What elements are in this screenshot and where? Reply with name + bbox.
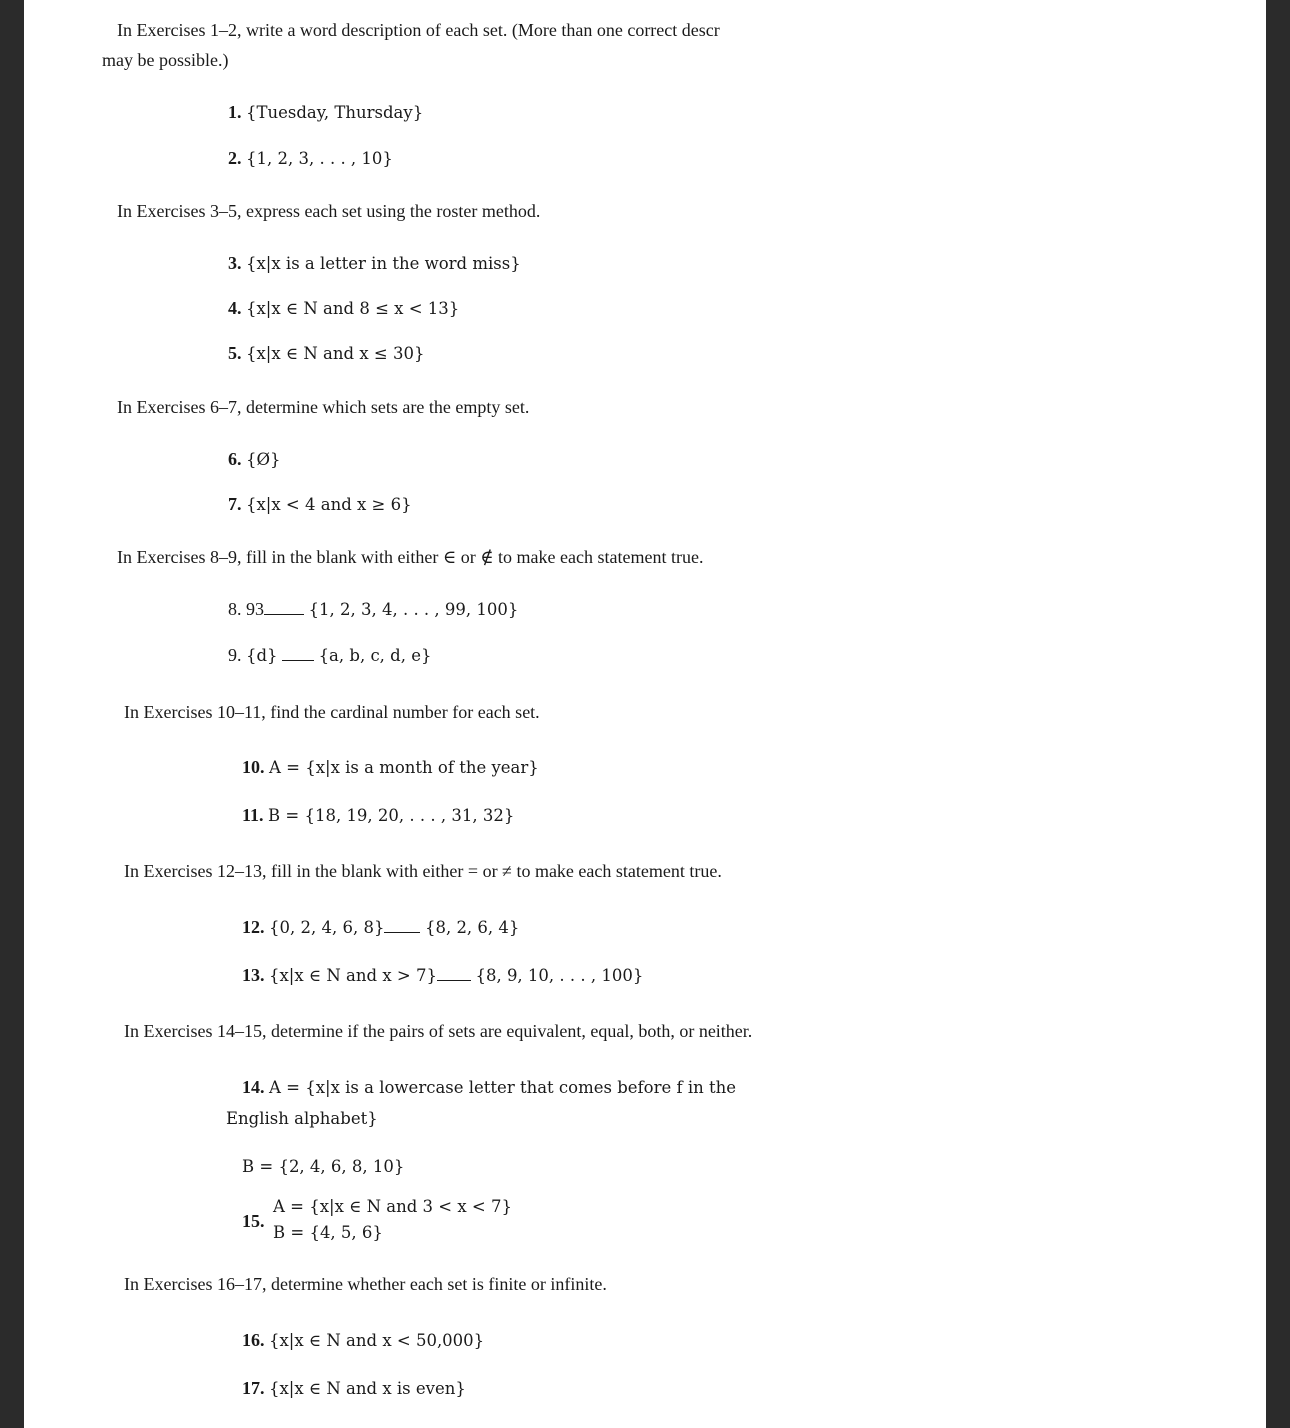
exercise-number: 2. [228, 148, 242, 168]
exercise-set: {x|x < 4 and x ≥ 6} [246, 495, 412, 514]
exercise-1 [228, 101, 423, 124]
exercise-2 [228, 147, 393, 170]
exercise-7 [228, 493, 412, 516]
exercise-right: {a, b, c, d, e} [318, 646, 432, 665]
exercise-number: 11. [242, 805, 264, 825]
section-heading: In Exercises 10–11, find the cardinal number for each set. [124, 702, 540, 722]
exercise-set: {x|x ∈ N and x < 50,000} [269, 1331, 485, 1350]
exercise-right: {1, 2, 3, 4, . . . , 99, 100} [308, 600, 519, 619]
exercise-right: {8, 2, 6, 4} [424, 918, 520, 937]
answer-blank [264, 600, 304, 615]
exercise-set-line1: A = {x|x is a lowercase letter that comes before f in the [269, 1078, 737, 1097]
section-heading-continuation: may be possible.) [102, 50, 229, 70]
exercise-number: 16. [242, 1330, 265, 1350]
exercise-set: A = {x|x is a month of the year} [269, 758, 539, 777]
exercise-5 [228, 342, 424, 365]
exercise-left: {0, 2, 4, 6, 8} [269, 918, 385, 937]
section-heading: In Exercises 12–13, fill in the blank with either = or ≠ to make each statement true. [124, 861, 722, 881]
exercise-number: 1. [228, 102, 242, 122]
exercise-6 [228, 448, 281, 471]
section-heading: In Exercises 16–17, determine whether each set is finite or infinite. [124, 1274, 607, 1294]
exercise-right: {8, 9, 10, . . . , 100} [475, 966, 644, 985]
exercise-4 [228, 297, 459, 320]
exercise-number: 7. [228, 494, 242, 514]
exercise-set: {x|x ∈ N and x ≤ 30} [246, 344, 425, 363]
exercise-set: {x|x ∈ N and x is even} [269, 1379, 466, 1398]
answer-blank [437, 966, 471, 981]
section-heading: In Exercises 6–7, determine which sets are the empty set. [117, 397, 530, 417]
exercise-11 [242, 804, 514, 827]
exercise-9 [228, 644, 431, 667]
document-page [24, 0, 1266, 1428]
exercise-15-set-b: B = {4, 5, 6} [273, 1223, 383, 1242]
exercise-15-number: 15. [242, 1211, 265, 1231]
answer-blank [384, 918, 420, 933]
section-heading: In Exercises 3–5, express each set using the roster method. [117, 201, 541, 221]
exercise-set: {Tuesday, Thursday} [246, 103, 424, 122]
exercise-number: 9. [228, 645, 242, 665]
exercise-14 [242, 1076, 736, 1099]
exercise-number: 13. [242, 965, 265, 985]
exercise-number: 12. [242, 917, 265, 937]
section-heading: In Exercises 14–15, determine if the pairs of sets are equivalent, equal, both, or neither. [124, 1021, 753, 1041]
exercise-set: {1, 2, 3, . . . , 10} [246, 149, 393, 168]
exercise-10 [242, 756, 539, 779]
exercise-14-line2: English alphabet} [226, 1109, 378, 1128]
exercise-number: 10. [242, 757, 265, 777]
exercise-set: {Ø} [246, 450, 281, 469]
exercise-16 [242, 1329, 484, 1352]
exercise-number: 17. [242, 1378, 265, 1398]
exercise-8 [228, 598, 518, 621]
exercise-number: 6. [228, 449, 242, 469]
exercise-17 [242, 1377, 466, 1400]
exercise-number: 5. [228, 343, 242, 363]
answer-blank [282, 646, 314, 661]
exercise-set: {x|x is a letter in the word miss} [246, 254, 521, 273]
exercise-left: {x|x ∈ N and x > 7} [269, 966, 437, 985]
exercise-14-line3: B = {2, 4, 6, 8, 10} [242, 1157, 405, 1176]
exercise-number: 14. [242, 1077, 265, 1097]
exercise-number: 3. [228, 253, 242, 273]
exercise-number: 4. [228, 298, 242, 318]
exercise-left: 93 [246, 599, 264, 619]
section-heading: In Exercises 8–9, fill in the blank with either ∈ or ∉ to make each statement true. [117, 547, 704, 567]
exercise-left: {d} [246, 646, 278, 665]
exercise-set: {x|x ∈ N and 8 ≤ x < 13} [246, 299, 460, 318]
exercise-15-set-a: A = {x|x ∈ N and 3 < x < 7} [273, 1197, 512, 1216]
section-heading: In Exercises 1–2, write a word description of each set. (More than one correct descr [117, 20, 720, 40]
exercise-set: B = {18, 19, 20, . . . , 31, 32} [268, 806, 515, 825]
exercise-12 [242, 916, 519, 939]
exercise-number: 8. [228, 599, 242, 619]
exercise-13 [242, 964, 643, 987]
exercise-3 [228, 252, 521, 275]
